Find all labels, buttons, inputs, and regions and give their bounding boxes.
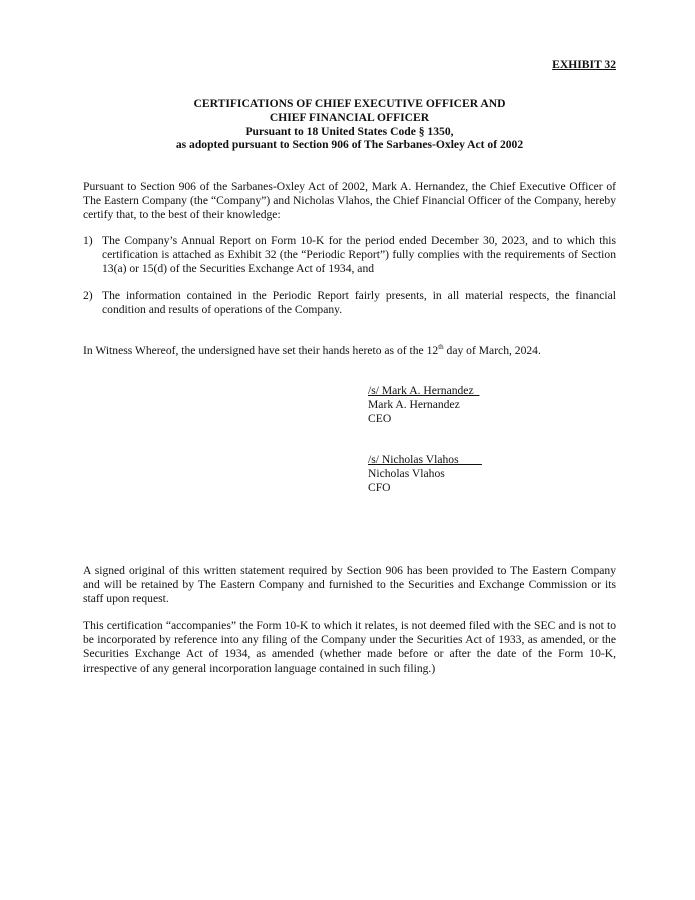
signature-block-cfo	[368, 453, 482, 496]
accompanies-paragraph: This certification “accompanies” the Form 10-K to which it relates, is not deemed filed with the SEC and is not to be incorporated by reference into any filing of the Company under the Securities Act of 1933, as amended, or the Securities Exchange Act of 1934, as amended (whether made before or after the date of the Form 10-K, irrespective of any general incorporation language contained in such filing.)	[83, 619, 616, 675]
list-item-number: 2)	[83, 289, 93, 302]
signature-block-ceo	[368, 384, 479, 427]
document-title	[83, 97, 616, 152]
title-line-1: CERTIFICATIONS OF CHIEF EXECUTIVE OFFICER AND	[193, 97, 506, 110]
title-line-3: Pursuant to 18 United States Code § 1350,	[245, 124, 454, 138]
signer-name: Mark A. Hernandez	[368, 398, 460, 412]
title-line-2: CHIEF FINANCIAL OFFICER	[269, 110, 430, 124]
witness-ordinal-suffix: th	[438, 343, 444, 352]
signature-line: /s/ Nicholas Vlahos____	[368, 453, 482, 466]
signed-original-paragraph: A signed original of this written statement required by Section 906 has been provided to The Eastern Company and will be retained by The Eastern Company and furnished to the Securities and Exchange Commission or its staff upon request.	[83, 564, 616, 606]
witness-text-after: day of March, 2024.	[443, 344, 541, 357]
signer-title: CFO	[368, 481, 391, 495]
list-item	[83, 234, 616, 277]
signature-line: /s/ Mark A. Hernandez_	[368, 384, 480, 397]
list-item-text: The information contained in the Periodic Report fairly presents, in all material respects, the financial condition and results of operations of the Company.	[102, 289, 616, 317]
witness-text-before: In Witness Whereof, the undersigned have set their hands hereto as of the 12	[83, 344, 439, 357]
signer-title: CEO	[368, 412, 392, 426]
signer-name: Nicholas Vlahos	[368, 467, 445, 481]
intro-paragraph: Pursuant to Section 906 of the Sarbanes-Oxley Act of 2002, Mark A. Hernandez, the Chief Executive Officer of The Eastern Company (the “Company”) and Nicholas Vlahos, the Chief Financial Officer of the Company, hereby certify that, to the best of their knowledge:	[83, 180, 616, 222]
list-item	[83, 289, 616, 317]
title-line-4: as adopted pursuant to Section 906 of The Sarbanes-Oxley Act of 2002	[175, 138, 524, 152]
list-item-text: The Company’s Annual Report on Form 10-K for the period ended December 30, 2023, and to which this certification is attached as Exhibit 32 (the “Periodic Report”) fully complies with the requirements of Section 13(a) or 15(d) of the Securities Exchange Act of 1934, and	[102, 234, 616, 276]
exhibit-label: EXHIBIT 32	[552, 58, 616, 71]
witness-statement	[83, 344, 616, 358]
list-item-number: 1)	[83, 234, 93, 247]
